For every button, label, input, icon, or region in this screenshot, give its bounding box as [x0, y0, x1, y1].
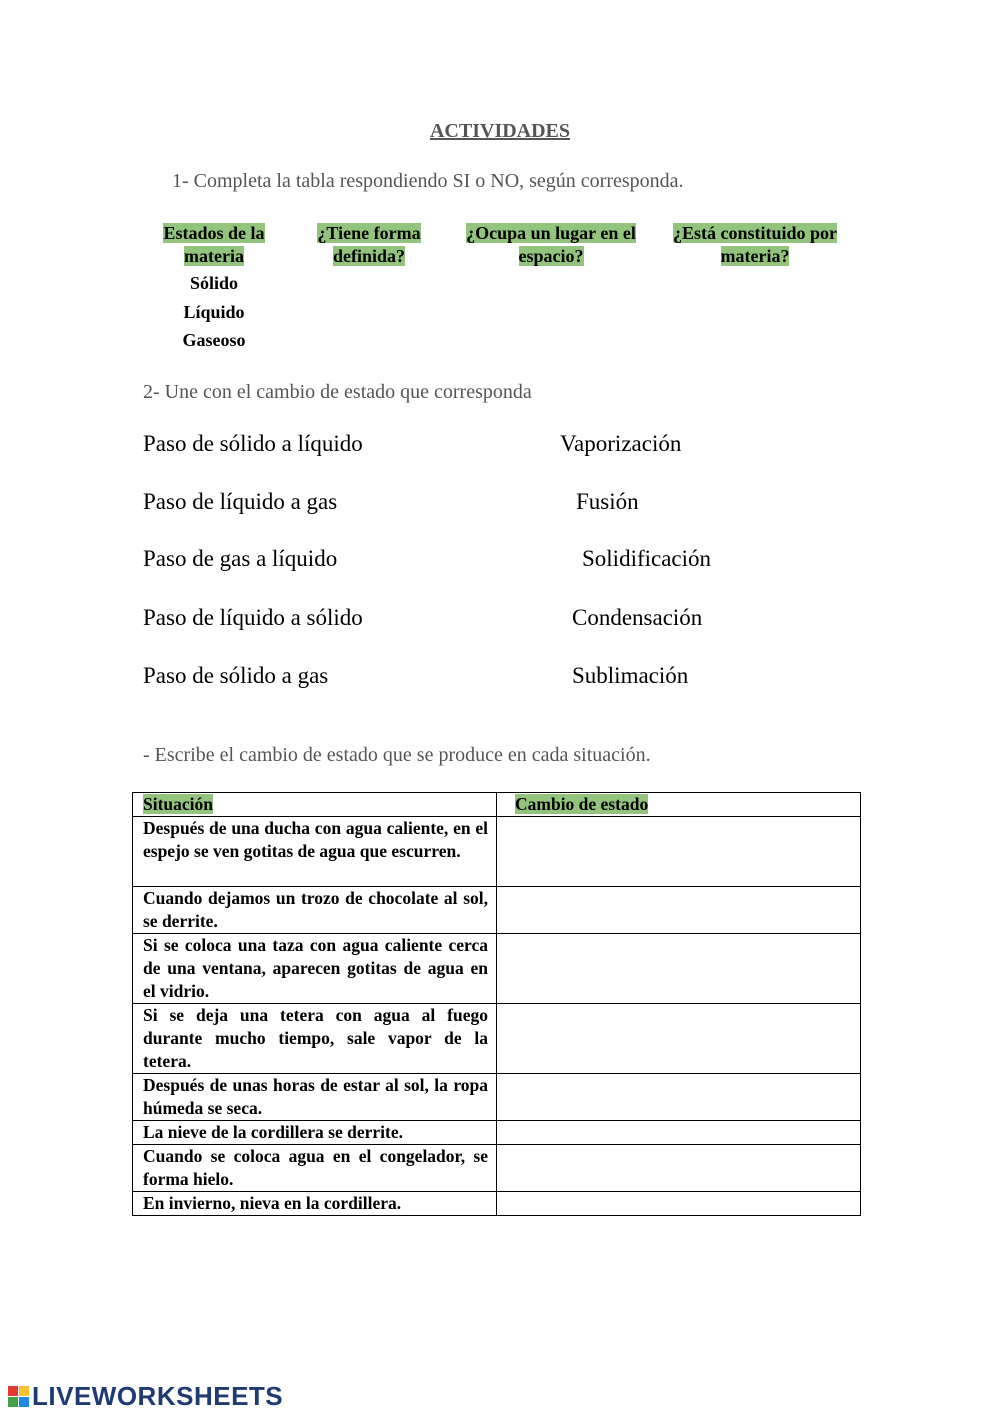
footer-logo[interactable] [8, 1380, 283, 1412]
table-row [133, 887, 861, 934]
situation-table [132, 792, 861, 1216]
table-header-row [133, 793, 861, 817]
table1-row-gas: Gaseoso [182, 330, 246, 350]
match-right-item[interactable]: Sublimación [572, 663, 689, 688]
table1-header-space: ¿Ocupa un lugar en el espacio? [466, 223, 636, 266]
situation-cell: Después de unas horas de estar al sol, la ropa húmeda se seca. [133, 1074, 497, 1121]
answer-cell[interactable] [497, 1145, 861, 1192]
match-right-item[interactable]: Solidificación [582, 546, 712, 571]
situation-cell: Cuando dejamos un trozo de chocolate al sol, se derrite. [133, 887, 497, 934]
answer-cell[interactable] [497, 934, 861, 1004]
question-1-prompt: 1- Completa la tabla respondiendo SI o NO, según corresponda. [172, 170, 684, 192]
table-row [133, 1145, 861, 1192]
match-left-item[interactable]: Paso de sólido a líquido [143, 431, 363, 456]
situation-cell: Si se coloca una taza con agua caliente cerca de una ventana, aparecen gotitas de agua en el vidrio. [133, 934, 497, 1004]
situation-cell: Si se deja una tetera con agua al fuego durante mucho tiempo, sale vapor de la tetera. [133, 1004, 497, 1074]
match-right-item[interactable]: Condensación [572, 605, 703, 630]
header-change: Cambio de estado [497, 793, 861, 817]
table-row [133, 1121, 861, 1145]
logo-blocks-icon [8, 1386, 29, 1407]
table1-header-states: Estados de la materia [163, 223, 265, 266]
question-2-prompt: 2- Une con el cambio de estado que corresponda [143, 381, 532, 403]
question-3-prompt: - Escribe el cambio de estado que se produce en cada situación. [143, 744, 651, 766]
match-right-item[interactable]: Vaporización [560, 431, 682, 456]
table1-header-shape: ¿Tiene forma definida? [317, 223, 421, 266]
answer-cell[interactable] [497, 1004, 861, 1074]
answer-cell[interactable] [497, 887, 861, 934]
answer-cell[interactable] [497, 1074, 861, 1121]
answer-cell[interactable] [497, 1192, 861, 1216]
table-row [133, 1192, 861, 1216]
answer-cell[interactable] [497, 817, 861, 887]
match-left-item[interactable]: Paso de líquido a gas [143, 489, 338, 514]
table1-row-liquid: Líquido [183, 302, 245, 322]
situation-cell: La nieve de la cordillera se derrite. [133, 1121, 497, 1145]
brand-name: LIVEWORKSHEETS [32, 1380, 284, 1411]
match-right-item[interactable]: Fusión [576, 489, 639, 514]
table-row [133, 817, 861, 887]
table1-row-solid: Sólido [189, 273, 239, 293]
table-row [133, 1074, 861, 1121]
page-title: ACTIVIDADES [429, 120, 571, 142]
table-row [133, 934, 861, 1004]
header-situation: Situación [133, 793, 497, 817]
match-left-item[interactable]: Paso de líquido a sólido [143, 605, 363, 630]
answer-cell[interactable] [497, 1121, 861, 1145]
situation-cell: Cuando se coloca agua en el congelador, se forma hielo. [133, 1145, 497, 1192]
situation-cell: En invierno, nieva en la cordillera. [133, 1192, 497, 1216]
situation-cell: Después de una ducha con agua caliente, en el espejo se ven gotitas de agua que escurren. [133, 817, 497, 887]
match-left-item[interactable]: Paso de gas a líquido [143, 546, 338, 571]
table-row [133, 1004, 861, 1074]
match-left-item[interactable]: Paso de sólido a gas [143, 663, 329, 688]
table1-header-matter: ¿Está constituido por materia? [672, 223, 838, 266]
